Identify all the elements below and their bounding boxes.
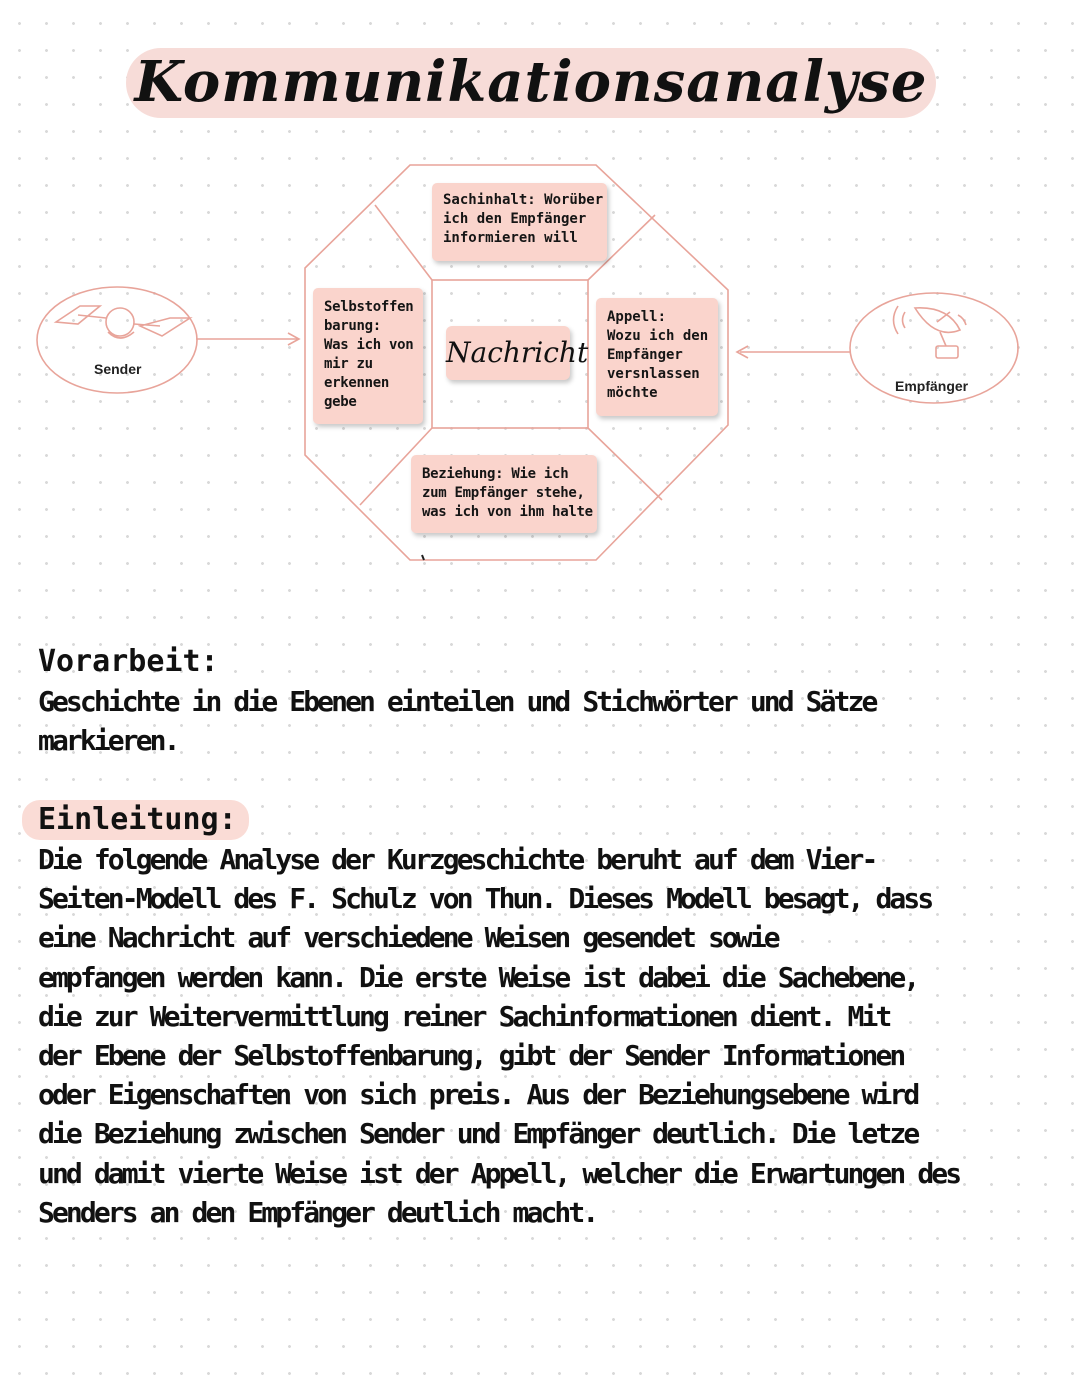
empfaenger-label: Empfänger	[895, 378, 969, 394]
note-beziehung: Beziehung: Wie ich zum Empfänger stehe, was ich von ihm halte	[411, 455, 597, 533]
page-title: Kommunikationsanalyse	[134, 49, 928, 115]
einleitung-line: der Ebene der Selbstoffenbarung, gibt der Sender Informationen	[38, 1039, 904, 1073]
einleitung-line: empfangen werden kann. Die erste Weise ist dabei die Sachebene,	[38, 960, 918, 994]
einleitung-line: Seiten-Modell des F. Schulz von Thun. Dieses Modell besagt, dass	[38, 882, 932, 916]
einleitung-line: oder Eigenschaften von sich preis. Aus der Beziehungsebene wird	[38, 1078, 918, 1112]
sender-label: Sender	[94, 361, 142, 377]
einleitung-line: und damit vierte Weise ist der Appell, welcher die Erwartungen des	[38, 1156, 960, 1190]
einleitung-heading: Einleitung:	[22, 800, 249, 840]
note-appell: Appell: Wozu ich den Empfänger versnlassen möchte	[596, 298, 718, 416]
vorarbeit-section	[38, 642, 1048, 760]
einleitung-line: die zur Weitervermittlung reiner Sachinformationen dient. Mit	[38, 999, 890, 1033]
einleitung-section	[38, 800, 1048, 1232]
vorarbeit-line: Geschichte in die Ebenen einteilen und Stichwörter und Sätze	[38, 685, 876, 718]
einleitung-heading-wrap	[38, 800, 1048, 840]
satellite-icon	[56, 306, 190, 338]
sender-node	[37, 287, 197, 393]
note-selbstoffenbarung: Selbstoffen barung: Was ich von mir zu erkennen gebe	[313, 288, 423, 424]
connector-bottom-right	[588, 428, 662, 500]
vorarbeit-heading: Vorarbeit:	[38, 644, 219, 679]
connector-top-left	[375, 205, 432, 280]
einleitung-line: eine Nachricht auf verschiedene Weisen gesendet sowie	[38, 921, 778, 955]
einleitung-line: Die folgende Analyse der Kurzgeschichte beruht auf dem Vier-	[38, 843, 876, 876]
vorarbeit-line: markieren.	[38, 724, 178, 758]
satellite-dish-icon	[894, 306, 967, 358]
einleitung-line: Senders an den Empfänger deutlich macht.	[38, 1195, 597, 1229]
note-sachinhalt: Sachinhalt: Worüber ich den Empfänger informieren will	[432, 183, 607, 261]
note-nachricht: Nachricht	[446, 326, 570, 380]
einleitung-line: die Beziehung zwischen Sender und Empfänger deutlich. Die letze	[38, 1117, 918, 1151]
